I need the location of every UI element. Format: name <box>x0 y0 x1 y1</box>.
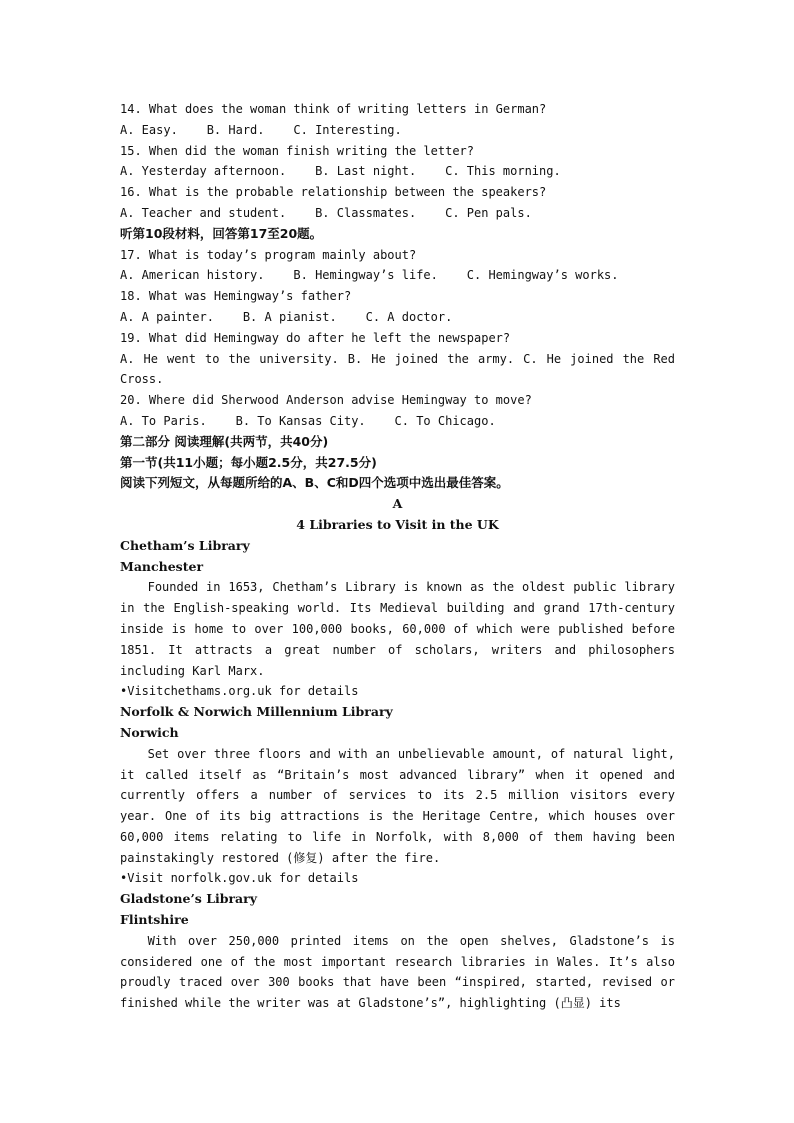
question-15: 15. When did the woman finish writing the letter? <box>120 143 475 158</box>
section-intro: 听第10段材料，回答第17至20题。 <box>120 225 323 241</box>
options-16: A. Teacher and student. B. Classmates. C. Pen pals. <box>120 205 532 220</box>
options-20: A. To Paris. B. To Kansas City. C. To Chicago. <box>120 413 496 428</box>
library-name: Chetham’s Library <box>120 537 250 553</box>
options-18: A. A painter. B. A pianist. C. A doctor. <box>120 309 453 324</box>
part2-instruction: 阅读下列短文，从每题所给的A、B、C和D四个选项中选出最佳答案。 <box>120 475 509 491</box>
library-place: Norwich <box>120 724 179 740</box>
question-20: 20. Where did Sherwood Anderson advise Hemingway to move? <box>120 393 532 408</box>
document-page <box>120 99 675 1014</box>
question-14: 14. What does the woman think of writing letters in German? <box>120 102 547 116</box>
library-description: Founded in 1653, Chetham’s Library is known as the oldest public library in the English-speaking world. Its Medieval building and grand 17th-century inside is home to over 100,000 books, 60,000 of which were published before 1851. It attracts a great number of scholars, writers and philosophers including Karl Marx. <box>120 580 675 678</box>
library-description: Set over three floors and with an unbelievable amount, of natural light, it called itself as “Britain’s most advanced library” when it opened and currently offers a number of services to its 2.5 million visitors every year. One of its big attractions is the Heritage Centre, which houses over 60,000 items relating to life in Norfolk, with 8,000 of them having been painstakingly restored (修复) after the fire. <box>120 746 675 865</box>
question-19: 19. What did Hemingway do after he left the newspaper? <box>120 330 511 345</box>
library-name: Norfolk & Norwich Millennium Library <box>120 704 393 720</box>
library-link: •Visitchethams.org.uk for details <box>120 684 359 699</box>
passage-letter: A <box>392 496 403 512</box>
question-16: 16. What is the probable relationship between the speakers? <box>120 185 547 200</box>
library-name: Gladstone’s Library <box>120 891 258 907</box>
options-19: A. He went to the university. B. He joined the army. C. He joined the Red Cross. <box>120 351 675 387</box>
options-15: A. Yesterday afternoon. B. Last night. C. This morning. <box>120 164 561 179</box>
library-link: •Visit norfolk.gov.uk for details <box>120 871 359 886</box>
part2-section1: 第一节(共11小题；每小题2.5分，共27.5分) <box>120 454 377 470</box>
options-14: A. Easy. B. Hard. C. Interesting. <box>120 122 402 137</box>
library-description: With over 250,000 printed items on the open shelves, Gladstone’s is considered one of the most important research libraries in Wales. It’s also proudly traced over 300 books that have been “inspired, started, revised or finished while the writer was at Gladstone’s”, highlighting (凸显) its <box>120 933 675 1011</box>
library-place: Manchester <box>120 558 204 574</box>
library-place: Flintshire <box>120 912 189 928</box>
question-17: 17. What is today’s program mainly about? <box>120 247 417 262</box>
options-17: A. American history. B. Hemingway’s life. C. Hemingway’s works. <box>120 268 619 283</box>
passage-title: 4 Libraries to Visit in the UK <box>296 516 499 532</box>
question-18: 18. What was Hemingway’s father? <box>120 289 352 304</box>
part2-title: 第二部分 阅读理解(共两节，共40分) <box>120 433 329 449</box>
